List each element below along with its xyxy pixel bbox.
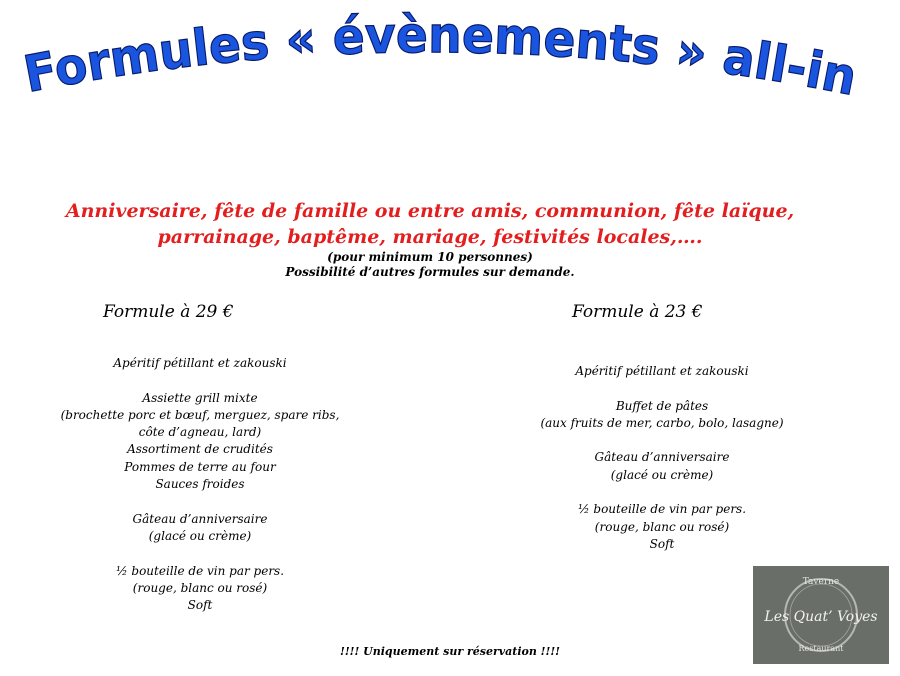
formula-29-line xyxy=(30,372,370,389)
formula-29-line: Soft xyxy=(187,598,213,613)
intro-occasions-line2: parrainage, baptême, mariage, festivités locales,…. xyxy=(157,226,703,248)
formula-29-line: (rouge, blanc ou rosé) xyxy=(132,580,268,595)
intro-other-formulas: Possibilité d’autres formules sur demande. xyxy=(285,265,575,279)
formula-29-line: Gâteau d’anniversaire xyxy=(132,511,268,526)
formula-23-line: (rouge, blanc ou rosé) xyxy=(594,519,730,534)
intro-minimum: (pour minimum 10 personnes) xyxy=(327,250,533,264)
formula-23-line: Buffet de pâtes xyxy=(615,398,709,413)
formula-23-line: Soft xyxy=(649,536,675,551)
logo-bottom-text: Restaurant xyxy=(798,644,844,653)
formula-23-line: (aux fruits de mer, carbo, bolo, lasagne) xyxy=(540,415,784,430)
formula-23-menu xyxy=(492,363,832,553)
logo-top-text: Taverne xyxy=(802,577,840,587)
formula-23-title: Formule à 23 € xyxy=(572,302,703,322)
intro-occasions-line1: Anniversaire, fête de famille ou entre amis, communion, fête laïque, xyxy=(65,200,795,222)
formula-29-line xyxy=(30,493,370,510)
formula-29-line: Assortiment de crudités xyxy=(127,442,273,457)
formula-29-menu xyxy=(30,355,370,614)
formula-29-line: Pommes de terre au four xyxy=(124,459,276,474)
formula-29-line: Sauces froides xyxy=(155,477,245,492)
page-title xyxy=(0,0,900,140)
formula-29-line: (glacé ou crème) xyxy=(148,528,252,543)
logo-name-text: Les Quat’ Voyes xyxy=(764,609,878,625)
formula-29-line: Assiette grill mixte xyxy=(142,390,258,405)
formula-29-line: côte d’agneau, lard) xyxy=(138,425,262,440)
formula-29-line: (brochette porc et bœuf, merguez, spare ribs, xyxy=(60,407,340,422)
formula-23-line: Apéritif pétillant et zakouski xyxy=(575,364,749,378)
formula-23-line xyxy=(492,380,832,397)
formula-23-line: ½ bouteille de vin par pers. xyxy=(577,502,747,517)
formula-23-line: (glacé ou crème) xyxy=(610,467,714,482)
formula-23-line xyxy=(492,484,832,501)
formula-29-line: ½ bouteille de vin par pers. xyxy=(115,563,285,578)
formula-23-line: Gâteau d’anniversaire xyxy=(594,450,730,465)
formula-29-line: Apéritif pétillant et zakouski xyxy=(113,356,287,370)
formula-23-line xyxy=(492,432,832,449)
intro-block xyxy=(0,198,860,280)
restaurant-logo xyxy=(753,566,889,664)
formula-29-line xyxy=(30,545,370,562)
svg-text:Formules « évènements » all-in: Formules « évènements » all-in xyxy=(19,6,864,108)
formula-29-title: Formule à 29 € xyxy=(103,302,234,322)
reservation-notice: !!!! Uniquement sur réservation !!!! xyxy=(340,645,560,658)
